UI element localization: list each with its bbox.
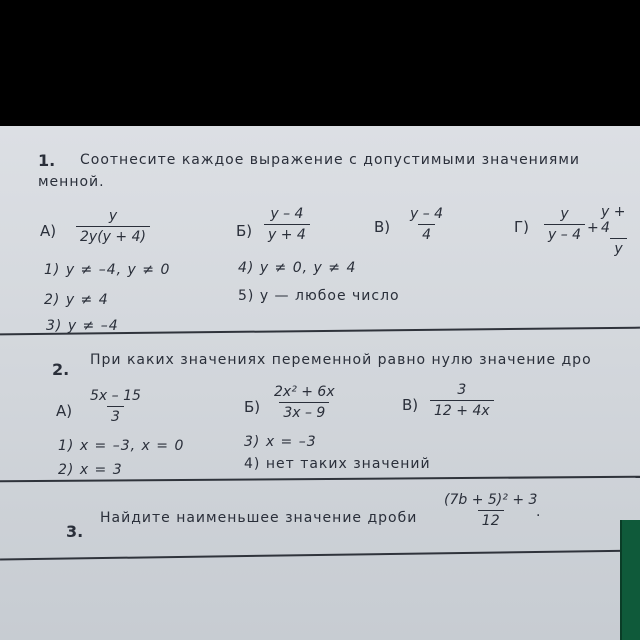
fraction-denominator: y – 4 [544,224,585,243]
task2-option-b-fraction [270,384,339,421]
task1-option-d-fraction1 [544,206,585,243]
fraction-numerator: 5x – 15 [90,388,141,404]
fraction-numerator: y + 4 [601,204,626,236]
fraction-numerator: y – 4 [410,206,444,222]
task2-option-c-fraction [430,382,494,419]
fraction-numerator: 3 [457,382,467,398]
task2-number: 2. [52,360,70,379]
fraction-denominator: 3x – 9 [279,402,329,421]
task1-option-b-label: Б) [236,222,253,240]
task1-option-d-fraction2 [597,204,640,257]
task1-option-a-fraction [76,208,150,245]
task2-text: При каких значениях переменной равно нулю значение дро [90,352,592,368]
task1-answer-2: 2) y ≠ 4 [44,292,109,308]
task2-option-c-label: В) [402,396,419,414]
fraction-denominator: y [610,238,626,257]
task1-number: 1. [38,151,56,170]
task1-answer-1: 1) y ≠ –4, y ≠ 0 [44,262,171,278]
task1-text-line1: Соотнесите каждое выражение с допустимыми значениями [80,152,581,168]
task2-option-a-label: А) [56,402,73,420]
task2-answer-4: 4) нет таких значений [244,456,431,472]
task1-text-line2: менной. [38,174,105,190]
task3-period: . [536,504,542,520]
fraction-denominator: y + 4 [264,224,310,243]
task1-option-b-fraction [264,206,310,243]
task3-number: 3. [66,522,84,541]
task1-option-c-fraction [406,206,447,243]
task1-option-c-label: В) [374,218,391,236]
plus-sign: + [587,220,599,236]
task3-fraction [440,492,541,529]
task2-answer-2: 2) x = 3 [58,462,123,478]
task2-option-b-label: Б) [244,398,261,416]
fraction-numerator: (7b + 5)² + 3 [444,492,538,508]
task1-answer-3: 3) y ≠ –4 [46,318,119,334]
task2-answer-1: 1) x = –3, x = 0 [58,438,185,454]
task2-answer-3: 3) x = –3 [244,434,317,450]
fraction-numerator: y – 4 [270,206,304,222]
worksheet-page [0,126,640,640]
fraction-denominator: 12 + 4x [430,400,494,419]
divider-line [0,550,640,561]
task1-option-a-label: А) [40,222,57,240]
fraction-numerator: 2x² + 6x [274,384,335,400]
task1-answer-4: 4) y ≠ 0, y ≠ 4 [238,260,357,276]
fraction-denominator: 3 [107,406,124,425]
fraction-denominator: 12 [478,510,504,529]
fraction-numerator: y [108,208,118,224]
fraction-denominator: 2y(y + 4) [76,226,150,245]
task2-option-a-fraction [86,388,145,425]
fraction-denominator: 4 [418,224,435,243]
task3-text: Найдите наименьшее значение дроби [100,510,418,526]
task1-option-d-label: Г) [514,218,529,236]
fraction-numerator: y [560,206,569,222]
green-object-edge [620,520,640,640]
task1-answer-5: 5) y — любое число [238,288,400,304]
